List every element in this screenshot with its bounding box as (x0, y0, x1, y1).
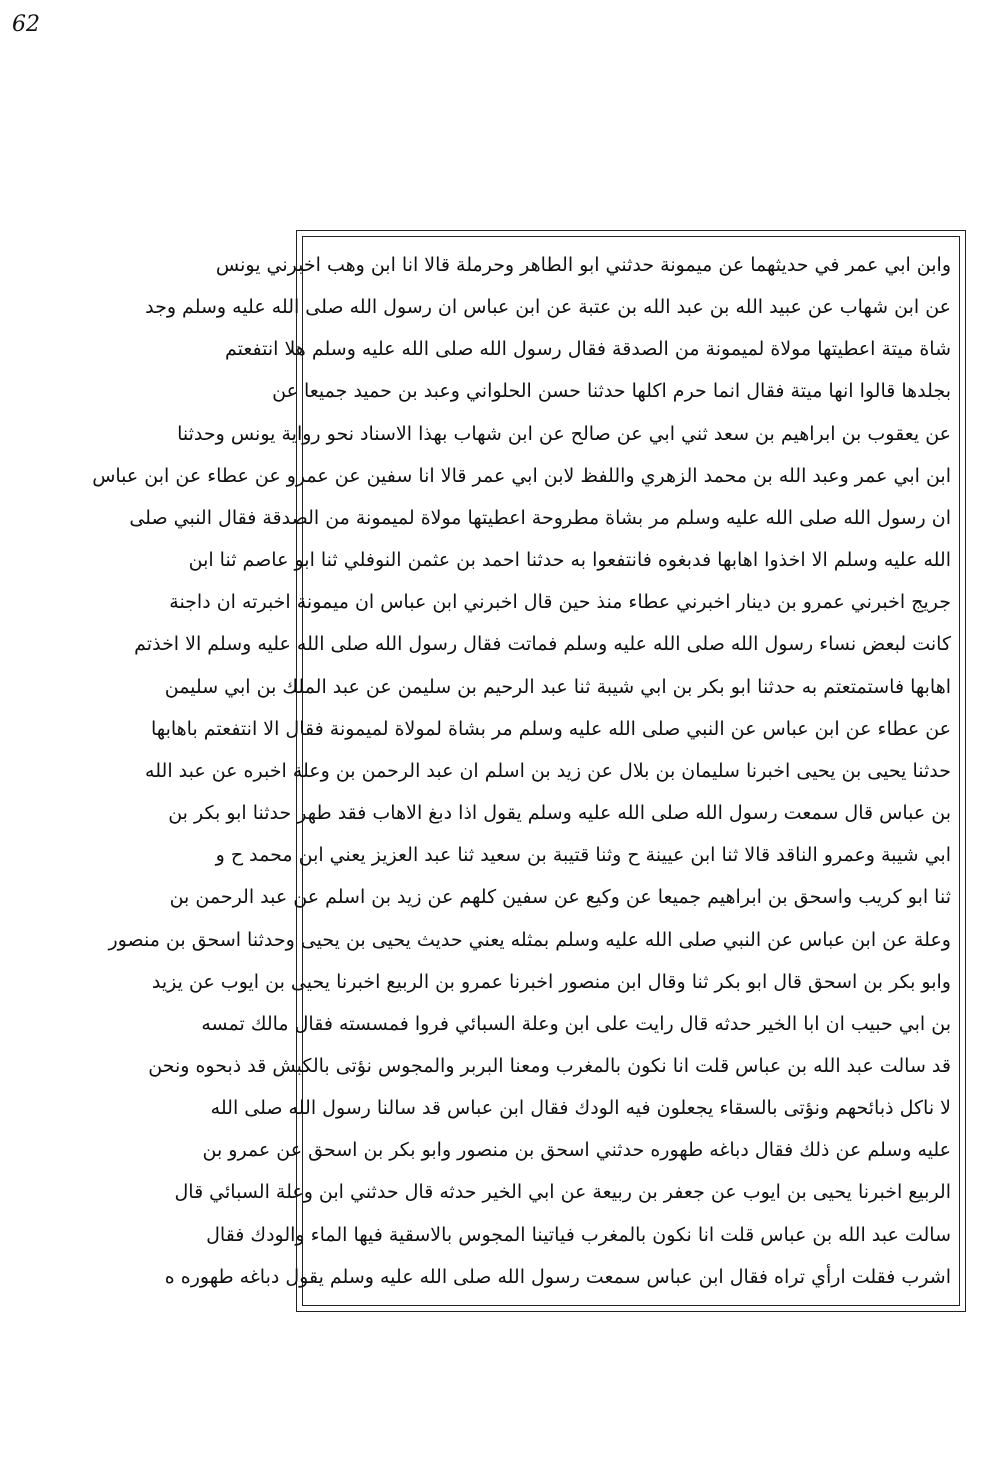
text-line: وعلة عن ابن عباس عن النبي صلى الله عليه وسلم بمثله يعني حديث يحيى بن يحيى وحدثنا اسحق بن منصور (108, 928, 951, 951)
text-line: الربيع اخبرنا يحيى بن ايوب عن جعفر بن ربيعة عن ابي الخير حدثه قال حدثني ابن وعلة السبائي قال (174, 1181, 951, 1204)
text-line: الله عليه وسلم الا اخذوا اهابها فدبغوه فانتفعوا به حدثنا احمد بن عثمن النوفلي ثنا ابو عاصم ثنا ابن (188, 549, 951, 572)
text-line: ابي شيبة وعمرو الناقد قالا ثنا ابن عيينة ح وثنا قتيبة بن سعيد ثنا عبد العزيز يعني ابن محمد ح و (215, 844, 951, 867)
text-line: بجلدها قالوا انها ميتة فقال انما حرم اكلها حدثنا حسن الحلواني وعبد بن حميد جميعا عن (272, 380, 951, 403)
folio-number: 62 (12, 12, 40, 37)
text-line: ان رسول الله صلى الله عليه وسلم مر بشاة مطروحة اعطيتها مولاة لميمونة من الصدقة فقال النبي صلى (129, 506, 951, 529)
text-line: قد سالت عبد الله بن عباس قلت انا نكون بالمغرب ومعنا البربر والمجوس نؤتى بالكبش قد ذبحوه ونحن (148, 1054, 951, 1077)
text-line: كانت لبعض نساء رسول الله صلى الله عليه وسلم فماتت فقال رسول الله صلى الله عليه وسلم الا اخذتم (134, 633, 951, 656)
text-line: شاة ميتة اعطيتها مولاة لميمونة من الصدقة فقال رسول الله صلى الله عليه وسلم هلا انتفعتم (224, 338, 951, 361)
text-line: ثنا ابو كريب واسحق بن ابراهيم جميعا عن وكيع عن سفين كلهم عن زيد بن اسلم عن عبد الرحمن بن (169, 886, 951, 909)
text-line: ابن ابي عمر وعبد الله بن محمد الزهري واللفظ لابن ابي عمر قالا انا سفين عن عمرو عن عطاء عن ابن عباس (92, 464, 951, 487)
text-line: اهابها فاستمتعتم به حدثنا ابو بكر بن ابي شيبة ثنا عبد الرحيم بن سليمن عن عبد الملك بن ابي سليمن (164, 675, 951, 698)
text-line: عن عطاء عن ابن عباس عن النبي صلى الله عليه وسلم مر بشاة لمولاة لميمونة فقال الا انتفعتم باهابها (151, 717, 951, 740)
text-line: عليه وسلم عن ذلك فقال دباغه طهوره حدثني اسحق بن منصور وابو بكر بن اسحق عن عمرو بن (202, 1139, 951, 1162)
text-line: وابو بكر بن اسحق قال ابو بكر ثنا وقال ابن منصور اخبرنا عمرو بن الربيع اخبرنا يحيى بن ايوب عن يزيد (151, 970, 951, 993)
text-line: سالت عبد الله بن عباس قلت انا نكون بالمغرب فياتينا المجوس بالاسقية فيها الماء والودك فقال (206, 1223, 951, 1246)
text-line: عن يعقوب بن ابراهيم بن سعد ثني ابي عن صالح عن ابن شهاب بهذا الاسناد نحو رواية يونس وحدثنا (177, 422, 951, 445)
text-line: بن ابي حبيب ان ابا الخير حدثه قال رايت على ابن وعلة السبائي فروا فمسسته فقال مالك تمسه (201, 1012, 951, 1035)
manuscript-text-block (92, 245, 951, 1297)
text-line: بن عباس قال سمعت رسول الله صلى الله عليه وسلم يقول اذا دبغ الاهاب فقد طهر حدثنا ابو بكر بن (168, 802, 951, 825)
text-line: اشرب فقلت ارأي تراه فقال ابن عباس سمعت رسول الله صلى الله عليه وسلم يقول دباغه طهوره ه (164, 1265, 951, 1288)
text-line: وابن ابي عمر في حديثهما عن ميمونة حدثني ابو الطاهر وحرملة قالا انا ابن وهب اخبرني يونس (215, 254, 951, 276)
text-line: جريج اخبرني عمرو بن دينار اخبرني عطاء منذ حين قال اخبرني ابن عباس ان ميمونة اخبرته ان داجنة (169, 591, 951, 614)
text-line: عن ابن شهاب عن عبيد الله بن عبد الله بن عتبة عن ابن عباس ان رسول الله صلى الله عليه وسلم وجد (145, 296, 951, 319)
text-frame (92, 230, 966, 1312)
text-line: حدثنا يحيى بن يحيى اخبرنا سليمان بن بلال عن زيد بن اسلم ان عبد الرحمن بن وعلة اخبره عن عبد الله (145, 759, 951, 782)
text-line: لا ناكل ذبائحهم ونؤتى بالسقاء يجعلون فيه الودك فقال ابن عباس قد سالنا رسول الله صلى الله (210, 1097, 951, 1120)
